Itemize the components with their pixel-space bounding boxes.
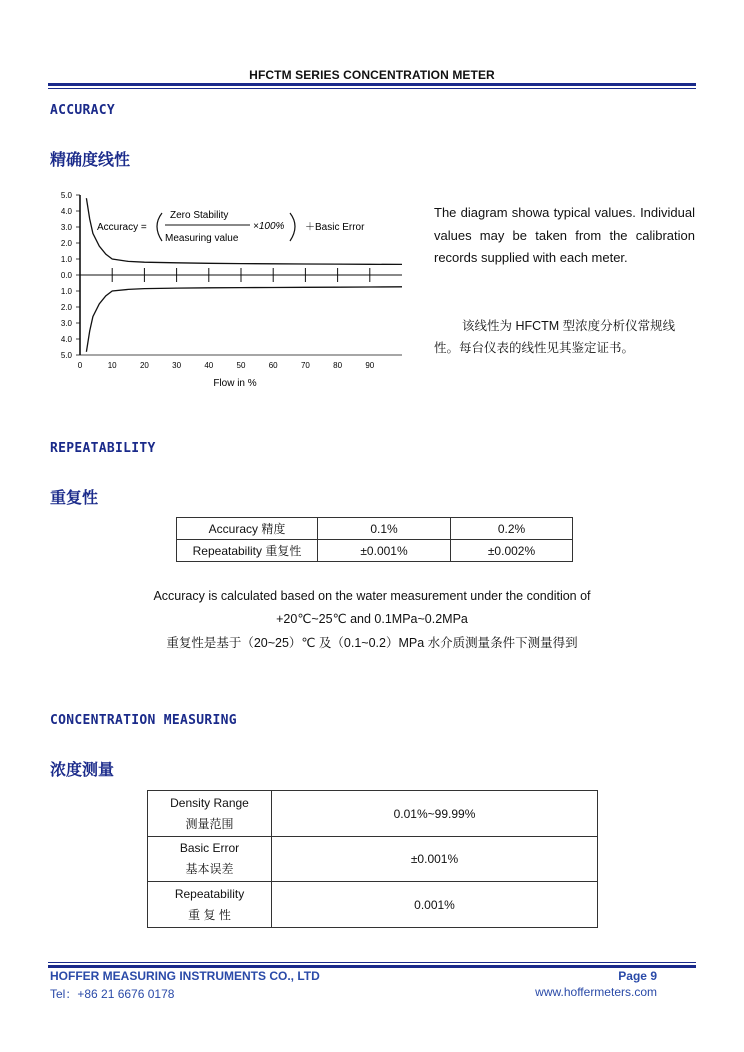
formula-left-paren xyxy=(157,213,162,241)
repeatability-value: 0.001% xyxy=(272,882,598,928)
x-tick-label: 90 xyxy=(365,361,375,370)
header-rule-thin xyxy=(48,88,696,89)
basic-error-label: Basic Error xyxy=(179,841,240,855)
accuracy-description: The diagram showa typical values. Individual values may be taken from the calibration records supplied with each meter. xyxy=(434,205,695,265)
footer-company: HOFFER MEASURING INSTRUMENTS CO., LTD xyxy=(50,969,320,983)
y-tick-label: 5.0 xyxy=(60,191,72,200)
y-tick-label: 1.0 xyxy=(60,255,72,264)
header-rule-thick xyxy=(48,83,696,86)
formula-numerator: Zero Stability xyxy=(170,210,229,221)
table-cell: 0.2% xyxy=(451,518,573,540)
density-range-label-zh: 测量范围 xyxy=(185,816,234,831)
density-range-value: 0.01%~99.99% xyxy=(272,791,598,837)
repeatability-note-zh: 重复性是基于（20~25）℃ 及（0.1~0.2）MPa 水介质测量条件下测量得到 xyxy=(166,636,578,650)
repeatability-label-zh: 重 复 性 xyxy=(188,907,231,922)
x-tick-label: 80 xyxy=(333,361,343,370)
x-axis-label: Flow in % xyxy=(213,378,257,389)
table-cell xyxy=(148,882,272,928)
accuracy-chart xyxy=(48,186,418,396)
concentration-table xyxy=(147,790,598,928)
y-tick-label: 2.0 xyxy=(60,303,72,312)
table-row xyxy=(148,791,598,837)
accuracy-heading-zh: 精确度线性 xyxy=(50,152,131,169)
y-tick-label: 5.0 xyxy=(60,351,72,360)
footer-page-number: Page 9 xyxy=(618,969,657,983)
y-tick-label: 3.0 xyxy=(60,319,72,328)
basic-error-label-zh: 基本误差 xyxy=(185,862,234,876)
x-tick-label: 10 xyxy=(107,361,117,370)
table-row xyxy=(177,540,573,562)
table-row xyxy=(148,837,598,882)
x-tick-label: 30 xyxy=(172,361,182,370)
table-cell: Accuracy 精度 xyxy=(177,518,318,540)
concentration-heading: CONCENTRATION MEASURING xyxy=(50,713,237,728)
basic-error-value: ±0.001% xyxy=(272,837,598,882)
repeatability-note-line1: Accuracy is calculated based on the water measurement under the condition of xyxy=(153,589,591,603)
formula-lhs: Accuracy = xyxy=(97,222,147,233)
lower-limit-curve xyxy=(86,287,402,352)
x-tick-label: 20 xyxy=(139,361,149,370)
table-cell: 0.1% xyxy=(318,518,451,540)
y-tick-label: 0.0 xyxy=(60,271,72,280)
table-cell: ±0.002% xyxy=(451,540,573,562)
repeatability-heading-zh: 重复性 xyxy=(50,490,99,507)
y-tick-label: 4.0 xyxy=(60,335,72,344)
table-cell xyxy=(148,837,272,882)
footer-rule-thick xyxy=(48,965,696,968)
table-cell: Repeatability 重复性 xyxy=(177,540,318,562)
formula-addend: ＋Basic Error xyxy=(305,222,365,233)
x-tick-label: 0 xyxy=(77,361,83,370)
table-row xyxy=(177,518,573,540)
y-tick-label: 2.0 xyxy=(60,239,72,248)
y-tick-label: 4.0 xyxy=(60,207,72,216)
y-tick-label: 1.0 xyxy=(60,287,72,296)
x-tick-label: 40 xyxy=(204,361,214,370)
formula-denominator: Measuring value xyxy=(165,233,239,244)
table-cell xyxy=(148,791,272,837)
accuracy-description-zh: 该线性为 HFCTM 型浓度分析仪常规线性。每台仪表的线性见其鉴定证书。 xyxy=(434,319,676,355)
accuracy-heading: ACCURACY xyxy=(50,103,116,118)
repeatability-heading: REPEATABILITY xyxy=(50,441,156,456)
y-tick-label: 3.0 xyxy=(60,223,72,232)
document-title: HFCTM SERIES CONCENTRATION METER xyxy=(249,68,495,82)
footer-rule-thin xyxy=(48,962,696,963)
x-tick-label: 60 xyxy=(268,361,278,370)
formula-right-paren xyxy=(290,213,295,241)
repeatability-table xyxy=(176,517,573,562)
footer-tel: Tel：+86 21 6676 0178 xyxy=(50,987,175,1001)
table-row xyxy=(148,882,598,928)
footer-website[interactable]: www.hoffermeters.com xyxy=(535,985,657,999)
repeatability-label: Repeatability xyxy=(174,886,245,901)
density-range-label: Density Range xyxy=(170,795,249,810)
x-tick-label: 50 xyxy=(236,361,246,370)
repeatability-note-line2: +20℃~25℃ and 0.1MPa~0.2MPa xyxy=(276,612,468,626)
concentration-heading-zh: 浓度测量 xyxy=(50,762,115,779)
table-cell: ±0.001% xyxy=(318,540,451,562)
formula-multiplier: ×100% xyxy=(253,221,285,232)
x-tick-label: 70 xyxy=(300,361,310,370)
